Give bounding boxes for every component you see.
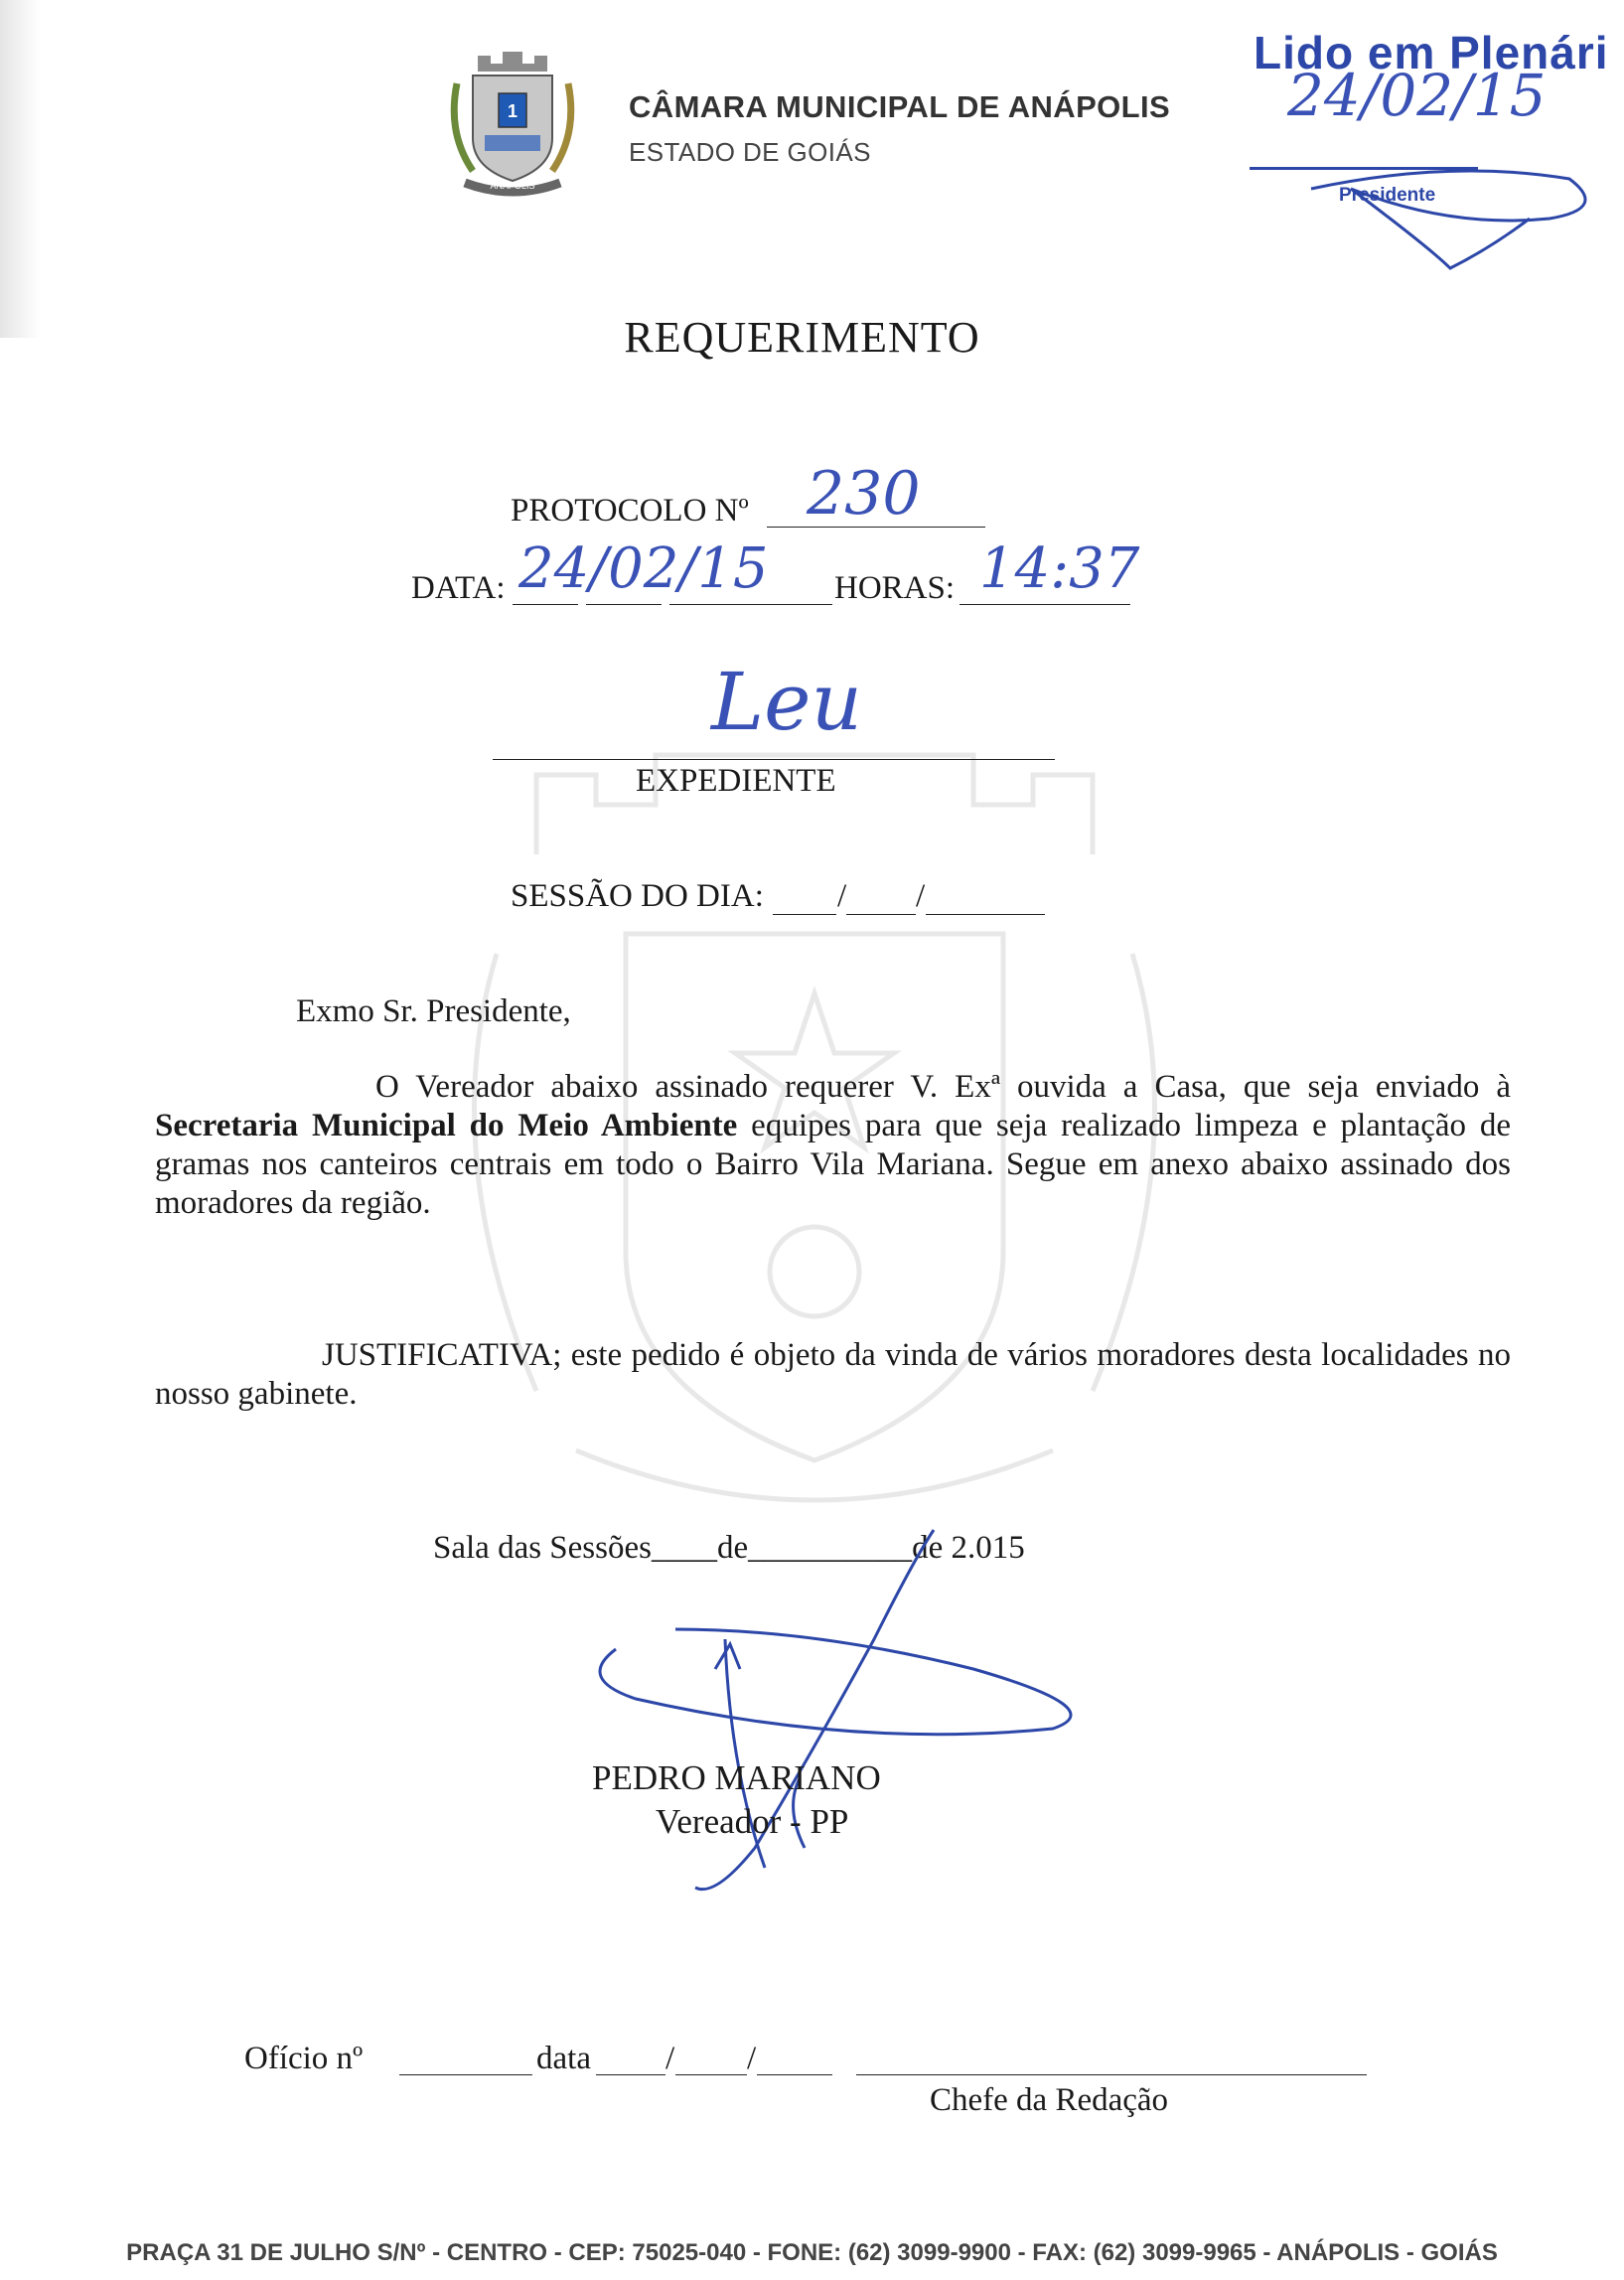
horas-value: 14:37 (979, 536, 1140, 601)
plenario-stamp-date: 24/02/15 (1287, 62, 1547, 129)
body-intro: O Vereador abaixo assinado requerer V. Exª ouvida a Casa, que seja enviado à (375, 1069, 1511, 1105)
oficio-data-line-day (596, 2074, 665, 2075)
horas-line (960, 604, 1130, 605)
oficio-line (399, 2074, 532, 2075)
sessao-slash: / (916, 878, 926, 914)
expediente-value: Leu (711, 656, 862, 748)
chefe-signature-line (856, 2074, 1367, 2075)
sessao-label: SESSÃO DO DIA: (511, 878, 764, 914)
org-name: CÂMARA MUNICIPAL DE ANÁPOLIS (629, 89, 1171, 124)
expediente-line (493, 759, 1055, 760)
salutation: Exmo Sr. Presidente, (296, 993, 571, 1029)
org-state: ESTADO DE GOIÁS (629, 137, 871, 167)
scan-shadow (0, 0, 40, 338)
sessao-slash: / (837, 878, 847, 914)
data-line-month (586, 604, 662, 605)
footer-address: PRAÇA 31 DE JULHO S/Nº - CENTRO - CEP: 75025-040 - FONE: (62) 3099-9900 - FAX: (62) 3099-9965 - ANÁPOLIS - GOIÁS (126, 2239, 1498, 2266)
sessao-line-month (846, 914, 916, 915)
oficio-data-label: data (536, 2041, 591, 2076)
body-rest: equipes para que seja realizado limpeza e plantação de gramas nos canteiros centrais em todo o Bairro Vila Mariana. Segue em anexo abaixo assinado dos moradores da região. (155, 1108, 1512, 1221)
handwritten-signature (556, 1520, 1093, 1917)
svg-text:1: 1 (507, 101, 518, 121)
oficio-data-line-year (757, 2074, 832, 2075)
data-value: 24/02/15 (518, 536, 769, 601)
signer-name: PEDRO MARIANO (592, 1758, 881, 1797)
oficio-slash: / (665, 2041, 675, 2076)
oficio-label: Ofício nº (244, 2041, 364, 2076)
request-body (155, 1068, 1511, 1223)
signer-role: Vereador - PP (656, 1802, 849, 1841)
data-line-year (669, 604, 832, 605)
data-line-day (513, 604, 578, 605)
oficio-data-line-month (675, 2074, 747, 2075)
expediente-label: EXPEDIENTE (636, 763, 836, 799)
justificativa-text: JUSTIFICATIVA; este pedido é objeto da vinda de vários moradores desta localidades no nosso gabinete. (155, 1337, 1511, 1412)
sessao-line-day (773, 914, 836, 915)
plenario-stamp-presidente: Presidente (1339, 185, 1436, 206)
oficio-slash: / (747, 2041, 757, 2076)
crest-logo (443, 44, 582, 203)
data-label: DATA: (411, 570, 506, 606)
sessao-line-year (926, 914, 1045, 915)
horas-label: HORAS: (834, 570, 956, 606)
plenario-stamp-title: Lido em Plenári (1254, 27, 1609, 78)
justificativa (155, 1336, 1511, 1414)
sala-das-sessoes: Sala das Sessões____de__________de 2.015 (433, 1530, 1025, 1566)
chefe-label: Chefe da Redação (930, 2082, 1169, 2118)
body-secretaria: Secretaria Municipal do Meio Ambiente (155, 1108, 738, 1143)
protocolo-value: 230 (807, 459, 921, 529)
document-title: REQUERIMENTO (624, 313, 980, 362)
protocolo-label: PROTOCOLO Nº (511, 493, 749, 529)
crest-label: ANÁPOLIS (490, 181, 535, 191)
stamp-signature-loop (1291, 149, 1609, 278)
